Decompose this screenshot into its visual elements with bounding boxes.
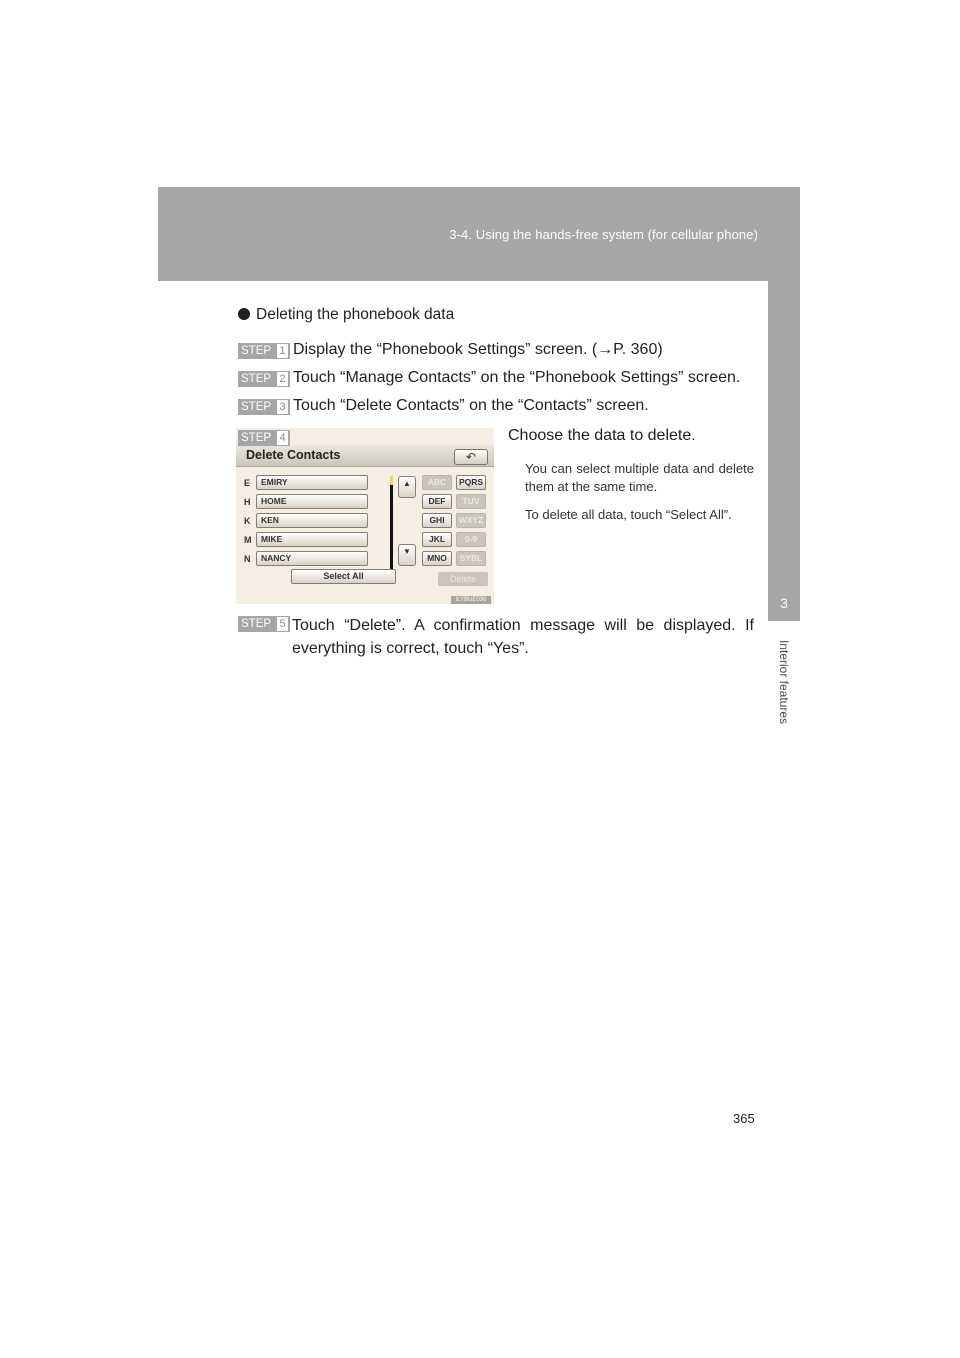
key-wxyz: WXYZ	[456, 513, 486, 528]
step-4-note-2: To delete all data, touch “Select All”.	[525, 507, 732, 522]
screen-title: Delete Contacts	[246, 448, 341, 462]
chapter-side-tab	[768, 281, 800, 621]
step-badge-3	[238, 399, 290, 415]
index-letter: H	[244, 497, 251, 507]
contact-button[interactable]: HOME	[256, 494, 368, 509]
scroll-thumb[interactable]	[390, 476, 393, 485]
chapter-label	[764, 632, 804, 732]
key-mno[interactable]: MNO	[422, 551, 452, 566]
index-letter: K	[244, 516, 251, 526]
scroll-up-button[interactable]	[398, 476, 416, 498]
step-badge-4	[238, 430, 290, 446]
step-badge-number: 3	[277, 400, 288, 414]
index-letter: M	[244, 535, 252, 545]
step-badge-number: 4	[277, 431, 288, 445]
step-badge-number: 2	[277, 372, 288, 386]
contact-button[interactable]: MIKE	[256, 532, 368, 547]
step-badge-number: 5	[277, 617, 288, 631]
chapter-label-text: Interior features	[777, 639, 791, 725]
page-number: 365	[733, 1111, 755, 1126]
index-letter: E	[244, 478, 251, 488]
contact-button[interactable]: EMIRY	[256, 475, 368, 490]
index-letter: N	[244, 554, 251, 564]
step-badge-1	[238, 343, 290, 359]
step-5-text: Touch “Delete”. A confirmation message will be displayed. If everything is correct, touch “Yes”.	[292, 617, 754, 657]
step-4-text: Choose the data to delete.	[508, 427, 696, 444]
step-badge-label: STEP	[241, 345, 272, 357]
chevron-down-icon: ▼	[403, 547, 411, 556]
section-heading	[238, 306, 454, 324]
contact-button[interactable]: KEN	[256, 513, 368, 528]
key-jkl[interactable]: JKL	[422, 532, 452, 547]
step-badge-label: STEP	[241, 401, 272, 413]
bullet-icon	[238, 308, 250, 320]
chevron-up-icon: ▲	[403, 479, 411, 488]
scroll-track[interactable]	[390, 476, 393, 571]
key-tuv: TUV	[456, 494, 486, 509]
key-pqrs[interactable]: PQRS	[456, 475, 486, 490]
key-digits: 0-9	[456, 532, 486, 547]
scroll-down-button[interactable]	[398, 544, 416, 566]
delete-contacts-screen	[236, 428, 494, 604]
step-2-text: Touch “Manage Contacts” on the “Phonebook Settings” screen.	[293, 369, 741, 386]
image-code: ILYBUE036	[451, 596, 491, 604]
key-ghi[interactable]: GHI	[422, 513, 452, 528]
chapter-title: 3-4. Using the hands-free system (for cellular phone)	[449, 227, 758, 242]
select-all-button[interactable]: Select All	[291, 569, 396, 584]
step-3-text: Touch “Delete Contacts” on the “Contacts” screen.	[293, 397, 649, 414]
step-badge-5	[238, 616, 290, 632]
delete-button: Delete	[438, 572, 488, 586]
step-4-note-1: You can select multiple data and delete them at the same time.	[525, 461, 754, 494]
step-badge-2	[238, 371, 290, 387]
header-band	[158, 187, 800, 281]
step-badge-label: STEP	[241, 432, 272, 444]
step-badge-number: 1	[277, 344, 288, 358]
key-def[interactable]: DEF	[422, 494, 452, 509]
back-arrow-icon[interactable]: ↶	[454, 449, 488, 465]
contact-button[interactable]: NANCY	[256, 551, 368, 566]
step-badge-label: STEP	[241, 618, 272, 630]
chapter-number: 3	[780, 595, 788, 611]
section-heading-text: Deleting the phonebook data	[256, 306, 455, 323]
key-sybl: SYBL	[456, 551, 486, 566]
step-badge-label: STEP	[241, 373, 272, 385]
step-1-text: Display the “Phonebook Settings” screen. (→P. 360)	[293, 341, 663, 358]
key-abc: ABC	[422, 475, 452, 490]
